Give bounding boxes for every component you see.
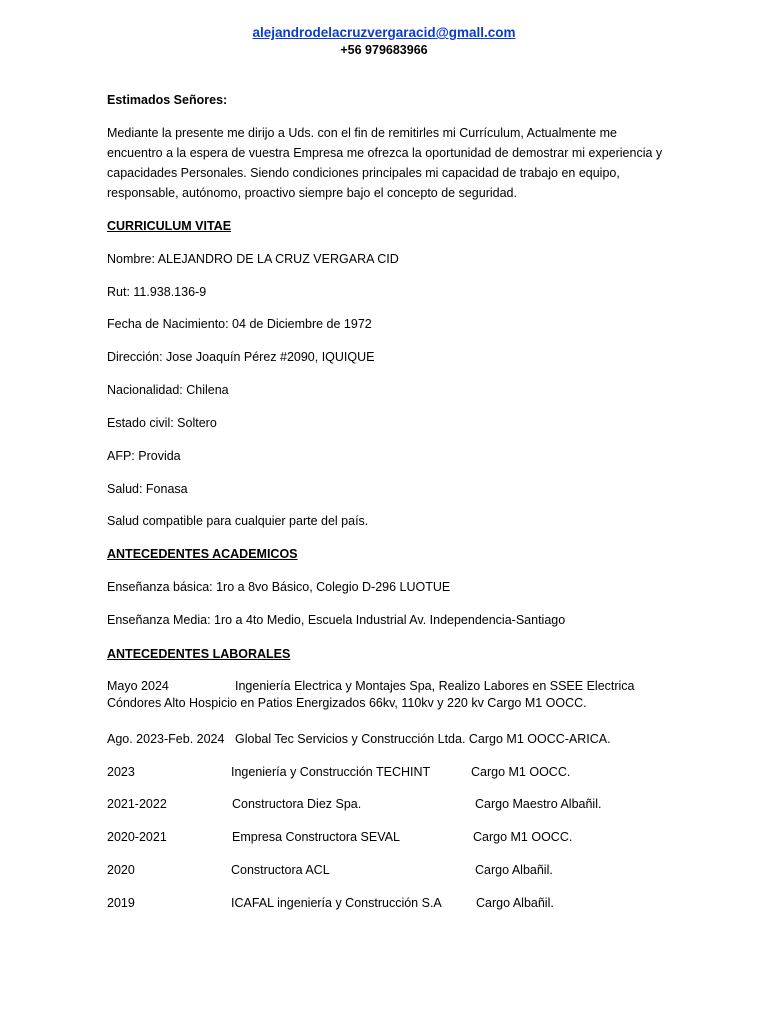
work-row-company: ICAFAL ingeniería y Construcción S.A bbox=[231, 896, 442, 910]
email-link[interactable]: alejandrodelacruzvergaracid@gmall.com bbox=[252, 25, 516, 40]
field-nationality: Nacionalidad: Chilena bbox=[107, 383, 229, 397]
academic-item-basic: Enseñanza básica: 1ro a 8vo Básico, Colegio D-296 LUOTUE bbox=[107, 580, 451, 594]
phone-number: +56 979683966 bbox=[340, 43, 428, 57]
field-rut: Rut: 11.938.136-9 bbox=[107, 285, 207, 299]
work-row-cargo: Cargo M1 OOCC. bbox=[471, 765, 571, 779]
work-row-date: 2019 bbox=[107, 896, 135, 910]
work-row-date: 2020-2021 bbox=[107, 830, 167, 844]
work-row-cargo: Cargo M1 OOCC. bbox=[473, 830, 573, 844]
work-heading: ANTECEDENTES LABORALES bbox=[107, 647, 291, 661]
work-first-line2: Cóndores Alto Hospicio en Patios Energizados 66kv, 110kv y 220 kv Cargo M1 OOCC. bbox=[107, 696, 587, 710]
academic-item-media: Enseñanza Media: 1ro a 4to Medio, Escuela Industrial Av. Independencia-Santiago bbox=[107, 613, 566, 627]
field-address: Dirección: Jose Joaquín Pérez #2090, IQUIQUE bbox=[107, 350, 375, 364]
work-second-text: Global Tec Servicios y Construcción Ltda. Cargo M1 OOCC-ARICA. bbox=[235, 732, 611, 746]
academic-heading: ANTECEDENTES ACADEMICOS bbox=[107, 547, 298, 561]
work-row-company: Ingeniería y Construcción TECHINT bbox=[231, 765, 431, 779]
field-health: Salud: Fonasa bbox=[107, 482, 188, 496]
work-row-cargo: Cargo Albañil. bbox=[475, 863, 553, 877]
work-row-date: 2023 bbox=[107, 765, 135, 779]
work-row-cargo: Cargo Maestro Albañil. bbox=[475, 797, 602, 811]
field-health-note: Salud compatible para cualquier parte del país. bbox=[107, 514, 369, 528]
work-row-company: Constructora ACL bbox=[231, 863, 330, 877]
cv-heading: CURRICULUM VITAE bbox=[107, 219, 232, 233]
work-first-line1: Ingeniería Electrica y Montajes Spa, Realizo Labores en SSEE Electrica bbox=[235, 679, 635, 693]
field-name: Nombre: ALEJANDRO DE LA CRUZ VERGARA CID bbox=[107, 252, 399, 266]
work-row-company: Empresa Constructora SEVAL bbox=[232, 830, 400, 844]
greeting: Estimados Señores: bbox=[107, 93, 228, 107]
work-first-date: Mayo 2024 bbox=[107, 679, 169, 693]
work-second-date: Ago. 2023-Feb. 2024 bbox=[107, 732, 225, 746]
work-row-date: 2020 bbox=[107, 863, 135, 877]
work-row-date: 2021-2022 bbox=[107, 797, 167, 811]
intro-paragraph: Mediante la presente me dirijo a Uds. con el fin de remitirles mi Currículum, Actualmente me encuentro a la espera de vuestra Empresa me ofrezca la oportunidad de demostrar mi experiencia y capacidades Personales. Siendo condiciones principales mi capacidad de trabajo en equipo, responsable, autónomo, proactivo siempre bajo el concepto de seguridad. bbox=[107, 126, 663, 200]
work-row-cargo: Cargo Albañil. bbox=[476, 896, 554, 910]
work-row-company: Constructora Diez Spa. bbox=[232, 797, 362, 811]
field-afp: AFP: Provida bbox=[107, 449, 181, 463]
field-birthdate: Fecha de Nacimiento: 04 de Diciembre de 1972 bbox=[107, 317, 372, 331]
field-civil-status: Estado civil: Soltero bbox=[107, 416, 217, 430]
